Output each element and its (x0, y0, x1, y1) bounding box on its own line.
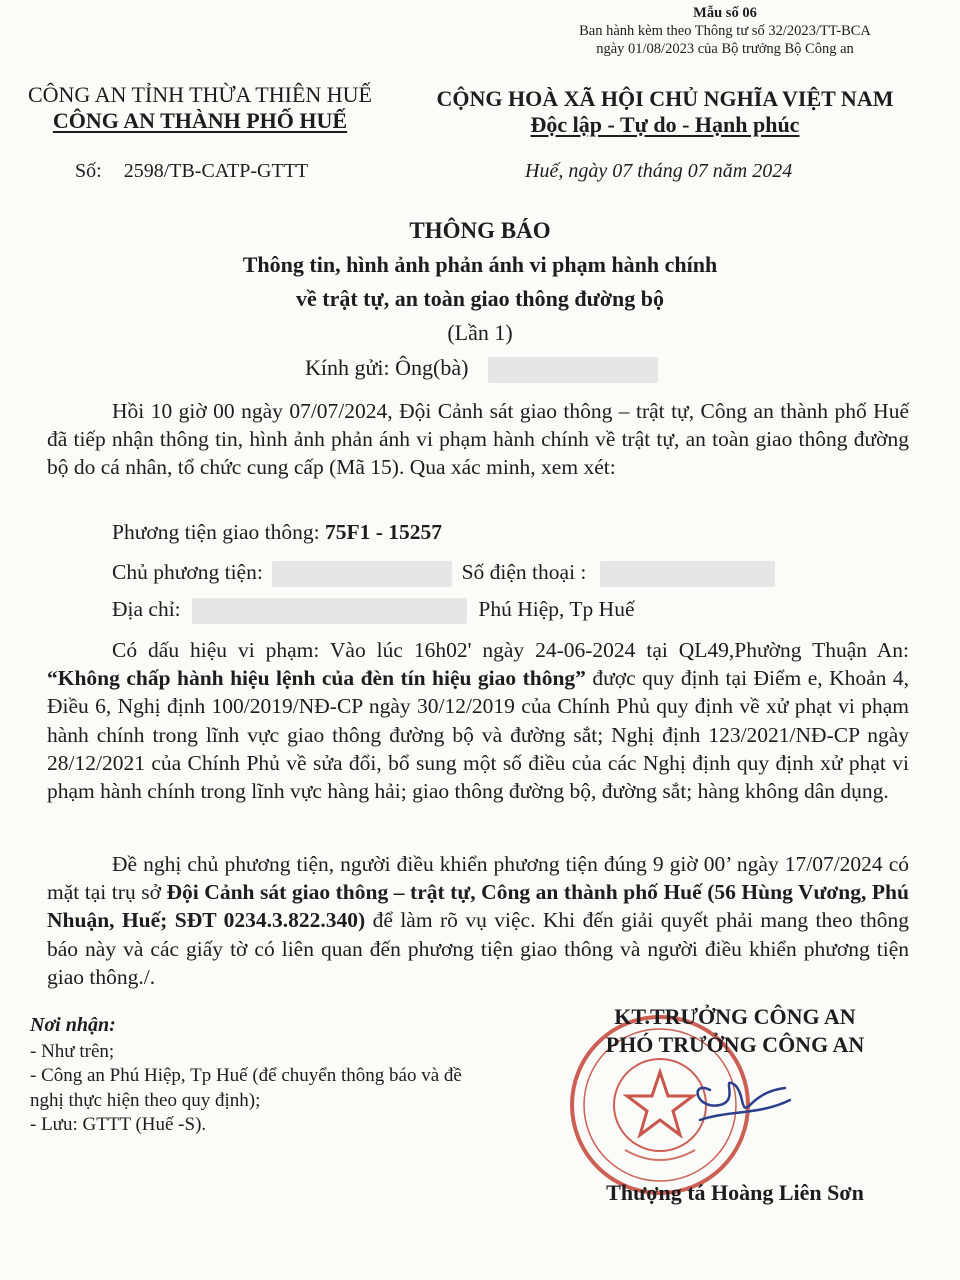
request-place: Đội Cảnh sát giao thông – trật tự, Công an thành phố Huế (56 Hùng Vương, Phú Nhuận, Huế; SĐT 0234.3.822.340) (47, 880, 909, 933)
redacted-recipient (488, 357, 658, 383)
unit-name (0, 108, 400, 134)
form-reference (560, 4, 890, 58)
request-rest: để làm rõ vụ việc. Khi đến giải quyết phải mang theo thông báo này và các giấy tờ có liên quan đến phương tiện giao thông và người điều khiển phương tiện giao thông./. (47, 908, 909, 989)
motto (410, 112, 920, 138)
distribution-item: - Lưu: GTTT (Huế -S). (30, 1114, 207, 1135)
title-sub2: về trật tự, an toàn giao thông đường bộ (295, 286, 664, 311)
vehicle-line (112, 520, 442, 545)
national-header (410, 86, 920, 138)
motto-text: Độc lập - Tự do - Hạnh phúc (530, 112, 800, 137)
violation-rest: được quy định tại Điểm e, Khoản 4, Điều 6, Nghị định 100/2019/NĐ-CP ngày 30/12/2019 của Chính Phủ quy định về xử phạt vi phạm hành chính trong lĩnh vực giao thông đường bộ và đường sắt; Nghị định 123/2021/NĐ-CP ngày 28/12/2021 của Chính Phủ về sửa đổi, bổ sung một số điều của các Nghị định quy định xử phạt vi phạm hành chính trong lĩnh vực hàng hải; giao thông đường bộ, đường sắt; hàng không dân dụng. (47, 666, 910, 804)
agency-name: CÔNG AN TỈNH THỪA THIÊN HUẾ (27, 82, 372, 107)
redacted-phone (600, 561, 775, 587)
request-paragraph (47, 850, 909, 991)
document-number (75, 160, 308, 183)
phone-label: Số điện thoại : (461, 560, 587, 584)
address-tail: Phú Hiệp, Tp Huế (478, 597, 635, 621)
recipient-label: Kính gửi: Ông(bà) (305, 355, 469, 380)
unit-name-text: CÔNG AN THÀNH PHỐ HUẾ (52, 108, 348, 133)
address-line (112, 597, 635, 624)
number-label: Số: (75, 160, 102, 182)
country-name: CỘNG HOÀ XÃ HỘI CHỦ NGHĨA VIỆT NAM (436, 86, 894, 111)
owner-line (112, 560, 775, 587)
signature-line1: KT.TRƯỞNG CÔNG AN (614, 1004, 856, 1029)
document-title (0, 214, 960, 350)
number-value: 2598/TB-CATP-GTTT (123, 160, 309, 182)
recipient-line (305, 355, 658, 383)
violation-lead: Có dấu hiệu vi phạm: Vào lúc 16h02' ngày 24-06-2024 tại QL49,Phường Thuận An: (112, 638, 909, 662)
title-sub1: Thông tin, hình ảnh phản ánh vi phạm hành chính (242, 252, 718, 277)
distribution-list (30, 1013, 500, 1138)
signature-icon (680, 1060, 800, 1140)
distribution-title: Nơi nhận: (30, 1014, 116, 1036)
vehicle-plate: 75F1 - 15257 (324, 520, 442, 544)
address-label: Địa chỉ: (112, 597, 181, 621)
violation-paragraph (47, 636, 909, 805)
signature-line2: PHÓ TRƯỞNG CÔNG AN (605, 1032, 865, 1057)
request-lead: Đề nghị chủ phương tiện, người điều khiển phương tiện đúng 9 giờ 00’ ngày 17/07/2024 có mặt tại trụ sở (47, 852, 909, 905)
form-issued-line2: ngày 01/08/2023 của Bộ trưởng Bộ Công an (596, 41, 854, 57)
form-issued-line1: Ban hành kèm theo Thông tư số 32/2023/TT-BCA (579, 23, 871, 39)
signature-block (560, 1003, 910, 1059)
intro-paragraph (47, 397, 909, 482)
form-number: Mẫu số 06 (693, 5, 757, 21)
vehicle-label: Phương tiện giao thông: (112, 520, 320, 544)
title-main: THÔNG BÁO (409, 218, 551, 243)
signer-name: Thượng tá Hoàng Liên Sơn (606, 1180, 864, 1205)
redacted-owner (272, 561, 452, 587)
title-round: (Lần 1) (447, 320, 513, 345)
redacted-address (192, 598, 467, 624)
place-date: Huế, ngày 07 tháng 07 năm 2024 (525, 160, 793, 182)
owner-label: Chủ phương tiện: (112, 560, 263, 584)
intro-text: Hồi 10 giờ 00 ngày 07/07/2024, Đội Cảnh sát giao thông – trật tự, Công an thành phố Huế đã tiếp nhận thông tin, hình ảnh phản ánh vi phạm hành chính về trật tự, an toàn giao thông đường bộ do cá nhân, tổ chức cung cấp (Mã 15). Qua xác minh, xem xét: (47, 399, 909, 480)
distribution-item: - Như trên; (30, 1040, 115, 1062)
distribution-item: - Công an Phú Hiệp, Tp Huế (để chuyển thông báo và đề nghị thực hiện theo quy định); (30, 1065, 462, 1111)
issuing-agency (0, 82, 400, 134)
violation-act: “Không chấp hành hiệu lệnh của đèn tín hiệu giao thông” (47, 666, 586, 691)
